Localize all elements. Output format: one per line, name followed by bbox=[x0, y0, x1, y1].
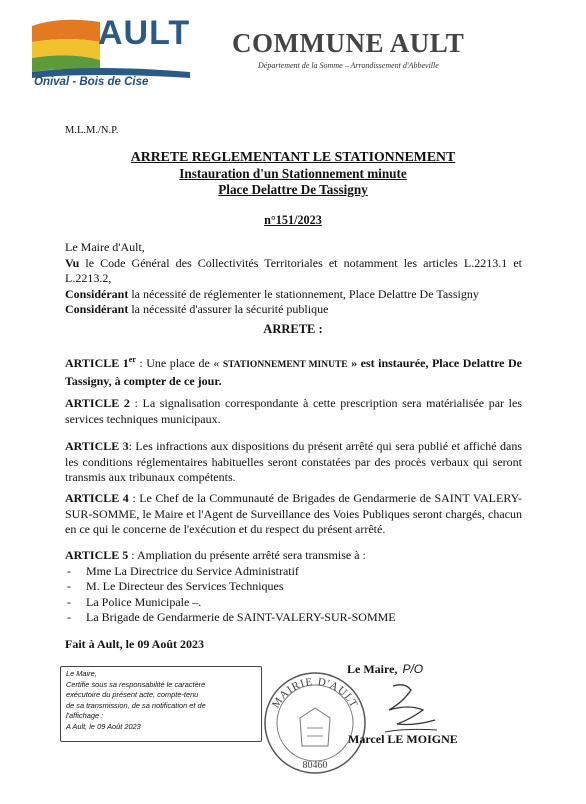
reference: M.L.M./N.P. bbox=[65, 125, 119, 136]
svg-text:MAIRIE D'AULT bbox=[270, 676, 360, 710]
preamble-maire: Le Maire d'Ault, bbox=[65, 240, 145, 254]
considerant-label: Considérant bbox=[65, 302, 129, 316]
cert-line: exécutoire du présent acte, compte-tenu bbox=[66, 690, 199, 699]
article-1-emph: STATIONNEMENT MINUTE bbox=[222, 360, 348, 370]
list-item: - Mme La Directrice du Service Administratif bbox=[65, 564, 522, 580]
cert-line: l'affichage : bbox=[66, 711, 104, 720]
title-main: ARRETE REGLEMENTANT LE STATIONNEMENT bbox=[130, 149, 456, 164]
po-mark: P/O bbox=[402, 662, 424, 676]
article-1-rest: » est instaurée, Place Delattre De Tassigny, à compter de ce jour. bbox=[65, 356, 523, 388]
title-sub2: Place Delattre De Tassigny bbox=[218, 182, 368, 197]
preamble-vu bbox=[65, 256, 522, 287]
certificate-box bbox=[60, 666, 262, 742]
article-5-label: ARTICLE 5 bbox=[65, 548, 129, 562]
article-2 bbox=[65, 396, 522, 427]
departement-line: Département de la Somme – Arrondissement d'Abbeville bbox=[258, 61, 439, 70]
mairie-stamp bbox=[260, 668, 370, 778]
article-3-text: : Les infractions aux dispositions du présent arrêté qui sera publié et affiché dans les conditions réglementaires habituelles seront constatées par des procès verbaux qui seront transmis aux tribunaux compétents. bbox=[65, 439, 522, 484]
article-3 bbox=[65, 439, 522, 486]
logo-title: AULT bbox=[98, 14, 191, 52]
article-4-text: : Le Chef de la Communauté de Brigades de Gendarmerie de SAINT VALERY-SUR-SOMME, le Maire et l'Agent de Surveillance des Voies Publiques seront chargés, chacun en ce qui le concerne de l'exécution et du respect du présent arrêté. bbox=[65, 491, 522, 536]
list-item: - La Brigade de Gendarmerie de SAINT-VALERY-SUR-SOMME bbox=[65, 610, 522, 626]
stamp-top-text: MAIRIE D'AULT bbox=[269, 675, 361, 711]
ampliation-list bbox=[65, 564, 522, 626]
list-item: - M. Le Directeur des Services Techniques bbox=[65, 579, 522, 595]
vu-label: Vu bbox=[65, 255, 80, 270]
considerant-text: la nécessité d'assurer la sécurité publique bbox=[128, 302, 329, 316]
list-item: - La Police Municipale –. bbox=[65, 595, 522, 611]
article-3-label: ARTICLE 3 bbox=[65, 439, 129, 453]
arrete-number: n°151/2023 bbox=[264, 213, 322, 227]
preamble-considerant-1 bbox=[65, 287, 522, 303]
article-2-label: ARTICLE 2 bbox=[65, 396, 130, 410]
cert-line: Certifie sous sa responsabilité le caractère bbox=[66, 679, 206, 689]
logo-subtitle: Onival - Bois de Cise bbox=[34, 76, 149, 88]
article-5-intro bbox=[65, 548, 522, 564]
article-5 bbox=[65, 548, 522, 626]
cert-line: Le Maire, bbox=[66, 669, 97, 678]
title-sub1: Instauration d'un Stationnement minute bbox=[179, 166, 407, 181]
cert-line: de sa transmission, de sa notification et de bbox=[66, 700, 206, 710]
article-1-label: ARTICLE 1er bbox=[65, 355, 136, 370]
article-4-label: ARTICLE 4 bbox=[65, 491, 129, 505]
article-4 bbox=[65, 491, 522, 538]
considerant-text: la nécessité de réglementer le stationnement, Place Delattre De Tassigny bbox=[128, 286, 479, 301]
article-5-text: : Ampliation du présente arrêté sera transmise à : bbox=[128, 548, 366, 562]
article-1 bbox=[65, 352, 522, 389]
signature-title: Le Maire, P/O bbox=[347, 662, 424, 676]
commune-title: COMMUNE AULT bbox=[232, 28, 465, 58]
fait-a-ault: Fait à Ault, le 09 Août 2023 bbox=[65, 637, 205, 651]
article-2-text: : La signalisation correspondante à cette prescription sera matérialisée par les services techniques municipaux. bbox=[65, 396, 522, 426]
arrete-heading: ARRETE : bbox=[263, 322, 323, 336]
considerant-label: Considérant bbox=[65, 286, 129, 301]
stamp-postcode: 80460 bbox=[302, 760, 328, 771]
cert-line: A Ault, le 09 Août 2023 bbox=[66, 721, 141, 731]
vu-text: le Code Général des Collectivités Territoriales et notamment les articles L.2213.1 et L.2213.2, bbox=[65, 255, 522, 285]
signatory-name: Marcel LE MOIGNE bbox=[348, 732, 458, 746]
article-1-text: : Une place de « bbox=[135, 356, 223, 370]
handwritten-signature bbox=[375, 680, 445, 740]
preamble bbox=[65, 240, 522, 318]
preamble-considerant-2 bbox=[65, 302, 522, 318]
